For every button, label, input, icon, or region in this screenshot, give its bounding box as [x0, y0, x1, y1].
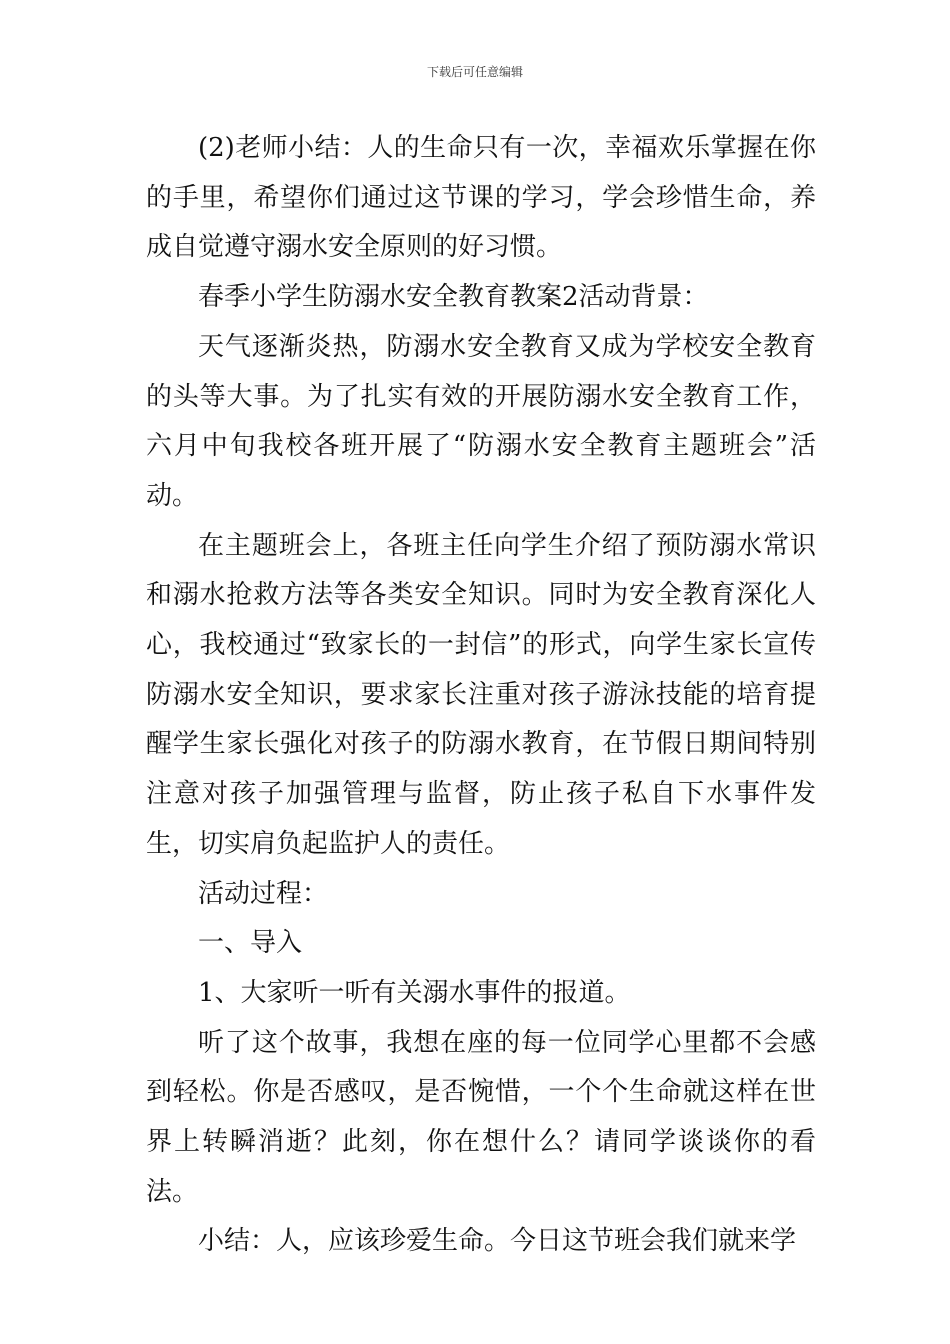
paragraph-intro-heading: 一、导入	[198, 928, 303, 959]
paragraph-activity-process: 活动过程：	[198, 878, 329, 909]
page-header: 下载后可任意编辑	[426, 65, 523, 79]
paragraph-background: 天气逐渐炎热，防溺水安全教育又成为学校安全教育的头等大事。为了扎实有效的开展防溺水安全教育工作，六月中旬我校各班开展了“防溺水安全教育主题班会”活动。	[146, 331, 816, 511]
paragraph-intro-item-1: 1、大家听一听有关溺水事件的报道。	[198, 977, 631, 1008]
document-body	[146, 124, 816, 1267]
paragraph-class-meeting: 在主题班会上，各班主任向学生介绍了预防溺水常识和溺水抢救方法等各类安全知识。同时为安全教育深化人心，我校通过“致家长的一封信”的形式，向学生家长宣传防溺水安全知识，要求家长注重对孩子游泳技能的培育提醒学生家长强化对孩子的防溺水教育，在节假日期间特别注意对孩子加强管理与监督，防止孩子私自下水事件发生，切实肩负起监护人的责任。	[146, 530, 816, 859]
paragraph-section-title: 春季小学生防溺水安全教育教案2活动背景：	[198, 282, 709, 313]
paragraph-summary: 小结：人，应该珍爱生命。今日这节班会我们就来学	[198, 1226, 797, 1257]
paragraph-story-reflection: 听了这个故事，我想在座的每一位同学心里都不会感到轻松。你是否感叹，是否惋惜，一个个生命就这样在世界上转瞬消逝？此刻，你在想什么？请同学谈谈你的看法。	[146, 1027, 816, 1207]
paragraph-teacher-summary: (2)老师小结：人的生命只有一次，幸福欢乐掌握在你的手里，希望你们通过这节课的学习，学会珍惜生命，养成自觉遵守溺水安全原则的好习惯。	[146, 133, 816, 263]
